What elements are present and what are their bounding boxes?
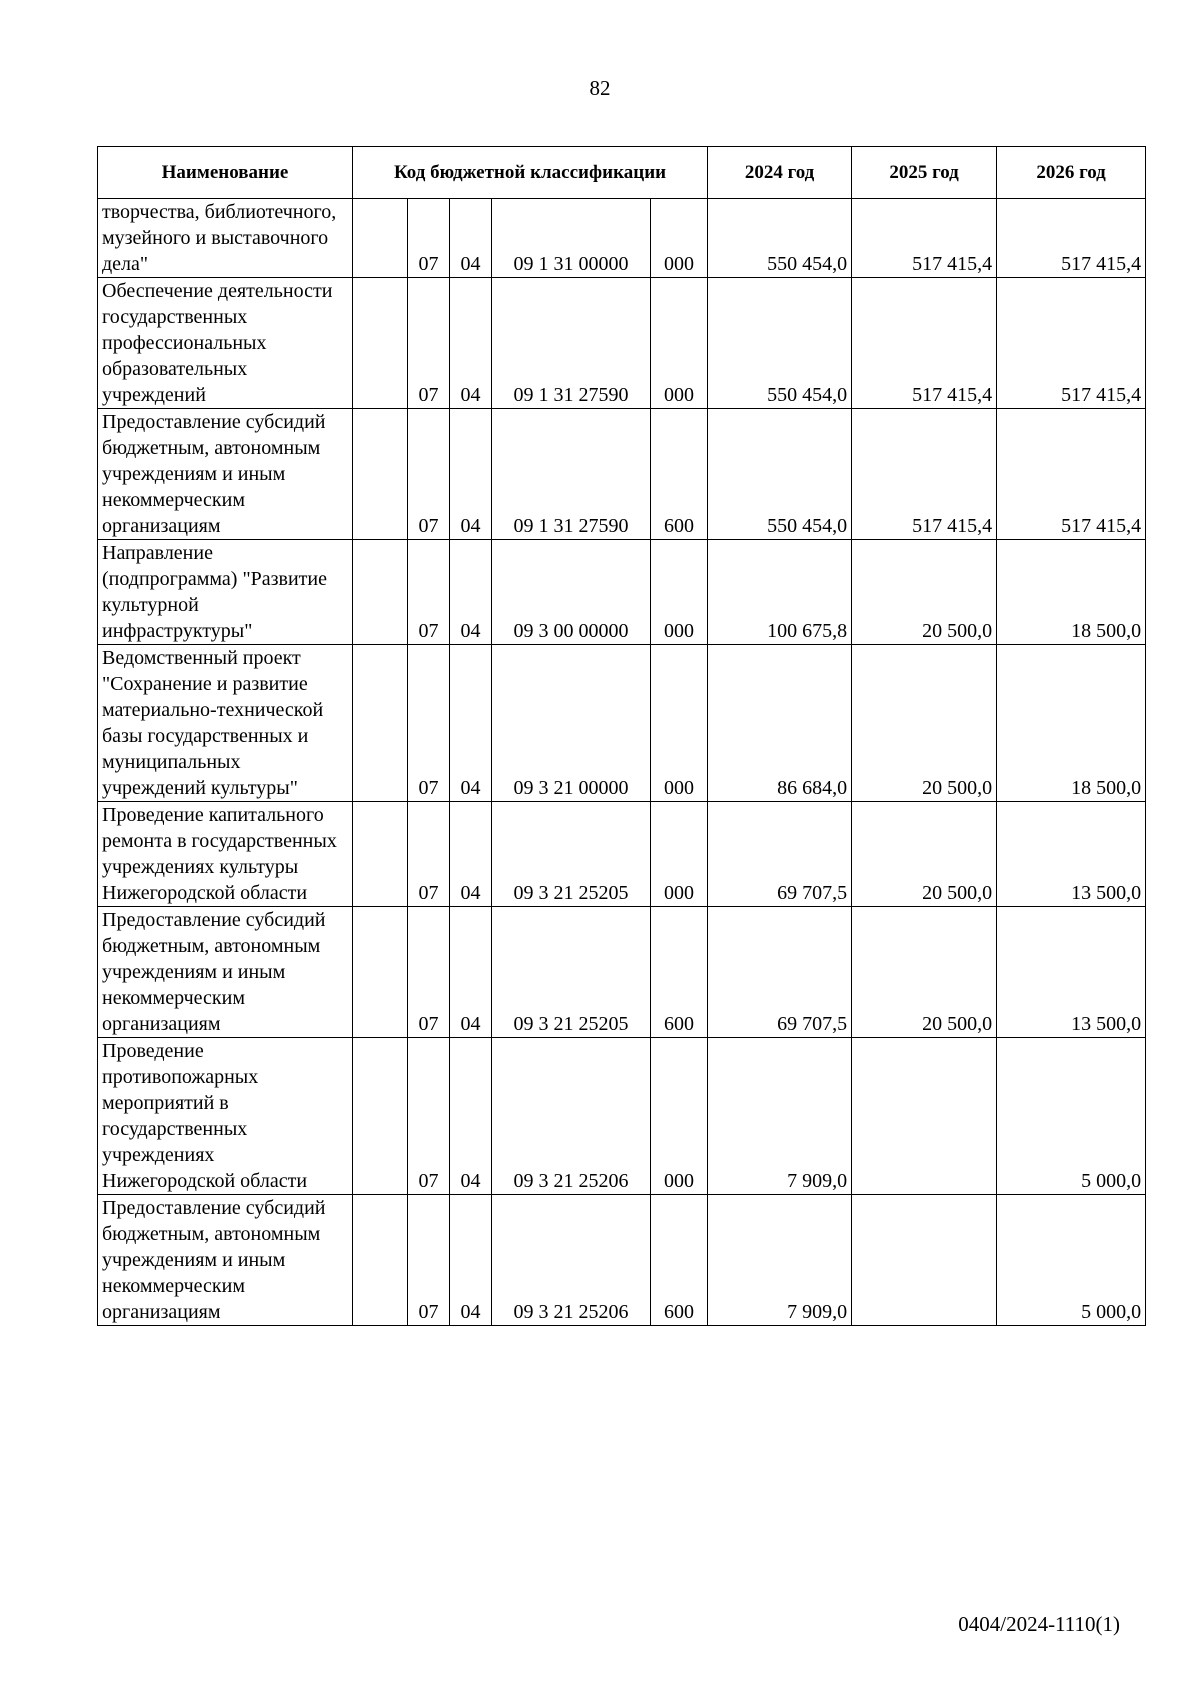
code-empty	[353, 802, 408, 907]
code-empty	[353, 907, 408, 1038]
header-2024: 2024 год	[708, 147, 852, 199]
code-subsection: 04	[450, 409, 492, 540]
value-2026: 13 500,0	[997, 802, 1146, 907]
code-section: 07	[408, 278, 450, 409]
value-2025	[852, 1195, 997, 1326]
code-section: 07	[408, 409, 450, 540]
code-section: 07	[408, 1195, 450, 1326]
header-name: Наименование	[98, 147, 353, 199]
code-expense-type: 600	[651, 1195, 708, 1326]
code-target-article: 09 3 21 00000	[492, 645, 651, 802]
code-expense-type: 000	[651, 645, 708, 802]
code-target-article: 09 1 31 27590	[492, 409, 651, 540]
value-2025: 20 500,0	[852, 540, 997, 645]
code-section: 07	[408, 645, 450, 802]
value-2026: 517 415,4	[997, 278, 1146, 409]
table-row	[98, 1038, 1146, 1195]
value-2025: 517 415,4	[852, 409, 997, 540]
value-2026: 13 500,0	[997, 907, 1146, 1038]
code-target-article: 09 3 21 25205	[492, 802, 651, 907]
value-2026: 5 000,0	[997, 1195, 1146, 1326]
table-row	[98, 540, 1146, 645]
code-target-article: 09 1 31 27590	[492, 278, 651, 409]
value-2024: 86 684,0	[708, 645, 852, 802]
code-target-article: 09 3 00 00000	[492, 540, 651, 645]
value-2025: 517 415,4	[852, 278, 997, 409]
table-row	[98, 1195, 1146, 1326]
page-number: 82	[589, 76, 611, 100]
document-id: 0404/2024-1110(1)	[958, 1612, 1120, 1636]
row-name: Предоставление субсидий бюджетным, автономным учреждениям и иным некоммерческим организациям	[98, 1195, 353, 1326]
row-name: Проведение противопожарных мероприятий в государственных учреждениях Нижегородской области	[98, 1038, 353, 1195]
header-2025: 2025 год	[852, 147, 997, 199]
value-2025: 20 500,0	[852, 907, 997, 1038]
code-expense-type: 000	[651, 540, 708, 645]
code-section: 07	[408, 1038, 450, 1195]
table-row	[98, 907, 1146, 1038]
value-2025	[852, 1038, 997, 1195]
row-name: Направление (подпрограмма) "Развитие культурной инфраструктуры"	[98, 540, 353, 645]
table-row	[98, 199, 1146, 278]
row-name: Ведомственный проект "Сохранение и развитие материально-технической базы государственных и муниципальных учреждений культуры"	[98, 645, 353, 802]
value-2024: 550 454,0	[708, 278, 852, 409]
value-2024: 550 454,0	[708, 199, 852, 278]
code-empty	[353, 409, 408, 540]
value-2026: 517 415,4	[997, 409, 1146, 540]
code-empty	[353, 540, 408, 645]
value-2025: 517 415,4	[852, 199, 997, 278]
code-target-article: 09 1 31 00000	[492, 199, 651, 278]
code-expense-type: 000	[651, 278, 708, 409]
value-2024: 7 909,0	[708, 1195, 852, 1326]
table-row	[98, 409, 1146, 540]
code-subsection: 04	[450, 802, 492, 907]
code-section: 07	[408, 802, 450, 907]
code-expense-type: 000	[651, 199, 708, 278]
row-name: Предоставление субсидий бюджетным, автономным учреждениям и иным некоммерческим организациям	[98, 907, 353, 1038]
code-subsection: 04	[450, 907, 492, 1038]
value-2024: 100 675,8	[708, 540, 852, 645]
row-name: Проведение капитального ремонта в государственных учреждениях культуры Нижегородской области	[98, 802, 353, 907]
row-name: Обеспечение деятельности государственных профессиональных образовательных учреждений	[98, 278, 353, 409]
code-section: 07	[408, 907, 450, 1038]
value-2026: 517 415,4	[997, 199, 1146, 278]
header-code: Код бюджетной классификации	[353, 147, 708, 199]
value-2026: 5 000,0	[997, 1038, 1146, 1195]
value-2025: 20 500,0	[852, 802, 997, 907]
code-expense-type: 600	[651, 907, 708, 1038]
code-subsection: 04	[450, 540, 492, 645]
code-expense-type: 000	[651, 1038, 708, 1195]
code-empty	[353, 199, 408, 278]
table-row	[98, 802, 1146, 907]
code-subsection: 04	[450, 199, 492, 278]
budget-table	[97, 146, 1146, 1326]
value-2024: 69 707,5	[708, 802, 852, 907]
code-empty	[353, 645, 408, 802]
code-empty	[353, 278, 408, 409]
table-row	[98, 278, 1146, 409]
table-row	[98, 645, 1146, 802]
value-2025: 20 500,0	[852, 645, 997, 802]
code-section: 07	[408, 540, 450, 645]
value-2024: 550 454,0	[708, 409, 852, 540]
code-empty	[353, 1195, 408, 1326]
code-target-article: 09 3 21 25205	[492, 907, 651, 1038]
code-expense-type: 000	[651, 802, 708, 907]
value-2024: 69 707,5	[708, 907, 852, 1038]
row-name: творчества, библиотечного, музейного и выставочного дела"	[98, 199, 353, 278]
code-section: 07	[408, 199, 450, 278]
code-subsection: 04	[450, 645, 492, 802]
value-2024: 7 909,0	[708, 1038, 852, 1195]
code-target-article: 09 3 21 25206	[492, 1038, 651, 1195]
code-subsection: 04	[450, 278, 492, 409]
value-2026: 18 500,0	[997, 540, 1146, 645]
code-empty	[353, 1038, 408, 1195]
value-2026: 18 500,0	[997, 645, 1146, 802]
code-target-article: 09 3 21 25206	[492, 1195, 651, 1326]
code-subsection: 04	[450, 1195, 492, 1326]
code-expense-type: 600	[651, 409, 708, 540]
code-subsection: 04	[450, 1038, 492, 1195]
row-name: Предоставление субсидий бюджетным, автономным учреждениям и иным некоммерческим организациям	[98, 409, 353, 540]
header-2026: 2026 год	[997, 147, 1146, 199]
header-row	[98, 147, 1146, 199]
table-body	[98, 199, 1146, 1326]
